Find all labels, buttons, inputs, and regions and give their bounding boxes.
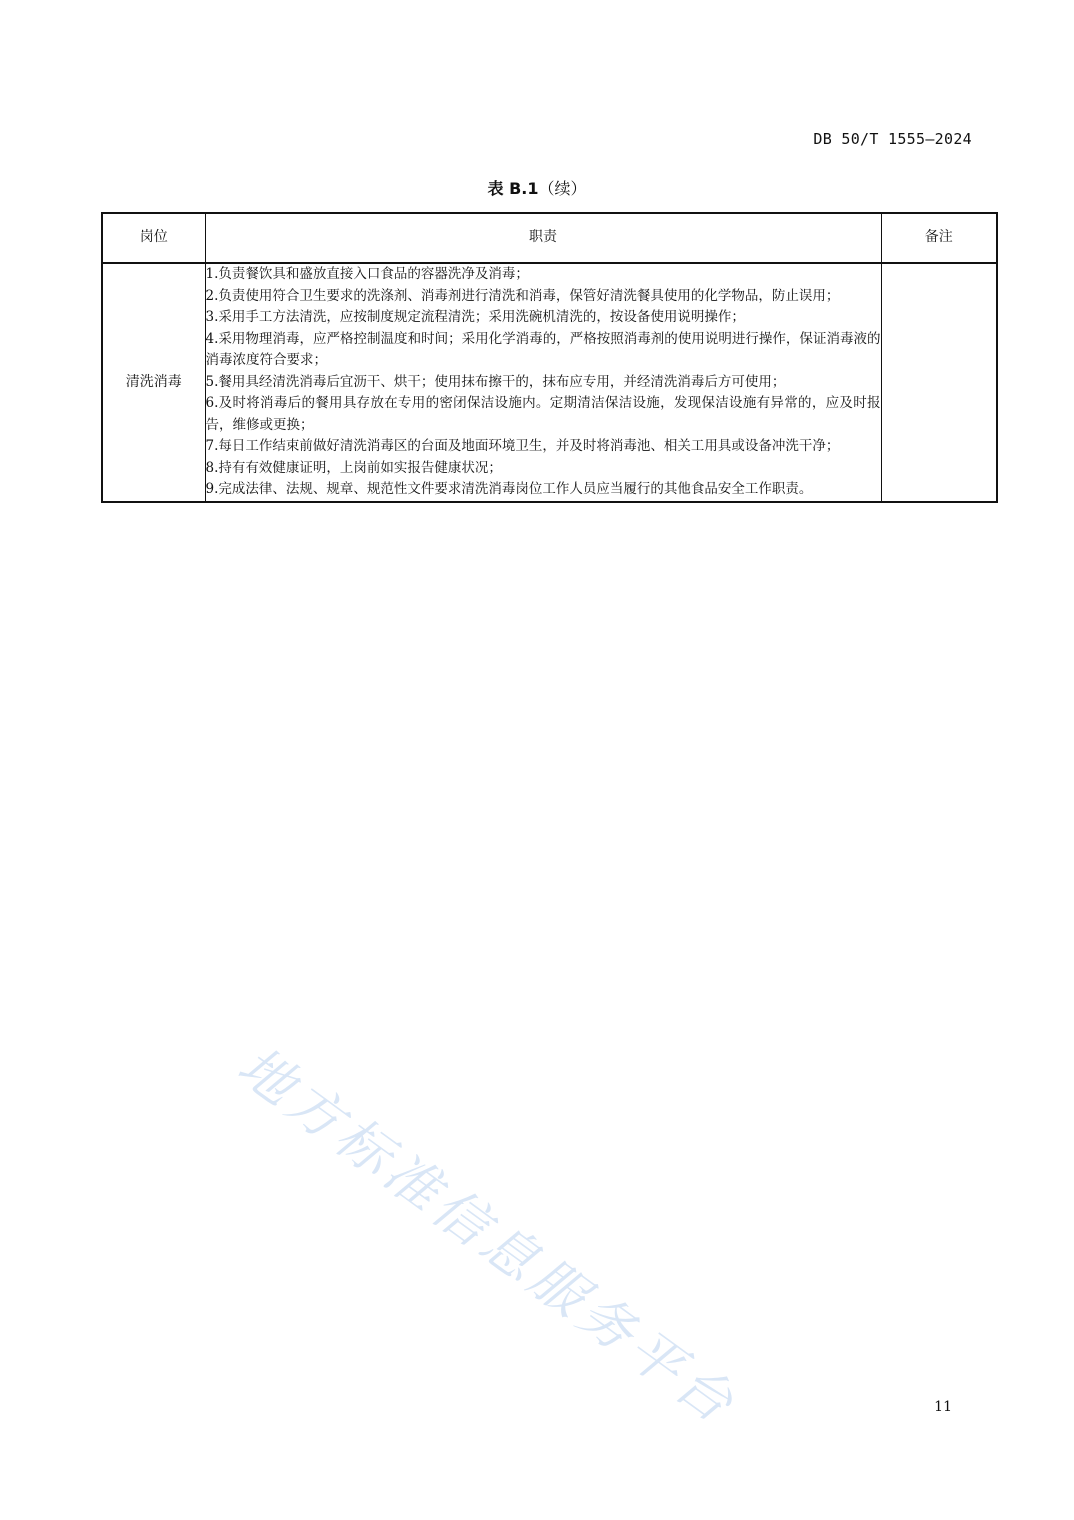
- duty-item: 2.负责使用符合卫生要求的洗涤剂、消毒剂进行清洗和消毒，保管好清洗餐具使用的化学物品，防止误用；: [205, 287, 840, 304]
- table-title: [0, 176, 1074, 199]
- duty-item: 5.餐用具经清洗消毒后宜沥干、烘干；使用抹布擦干的，抹布应专用，并经清洗消毒后方可使用；: [205, 373, 786, 390]
- table-row: [102, 263, 997, 502]
- duty-table: [101, 212, 998, 503]
- duty-item: 4.采用物理消毒，应严格控制温度和时间；采用化学消毒的，严格按照消毒剂的使用说明进行操作，保证消毒液的消毒浓度符合要求；: [205, 330, 881, 368]
- duty-item: 3.采用手工方法清洗，应按制度规定流程清洗；采用洗碗机清洗的，按设备使用说明操作；: [205, 309, 745, 325]
- document-code: DB 50/T 1555—2024: [813, 130, 972, 148]
- watermark: 地方标准信息服务平台: [226, 1033, 749, 1438]
- table-title-main: 表 B.1: [487, 179, 539, 198]
- table-title-continued: （续）: [538, 179, 587, 198]
- column-header-post: 岗位: [102, 213, 205, 263]
- page-number: 11: [934, 1399, 952, 1415]
- column-header-notes: 备注: [881, 213, 997, 263]
- duty-item: 6.及时将消毒后的餐用具存放在专用的密闭保洁设施内。定期清洁保洁设施，发现保洁设施有异常的，应及时报告，维修或更换；: [205, 395, 881, 433]
- duty-item: 9.完成法律、法规、规章、规范性文件要求清洗消毒岗位工作人员应当履行的其他食品安全工作职责。: [205, 481, 813, 497]
- notes-cell: [881, 263, 997, 502]
- duty-item: 1.负责餐饮具和盛放直接入口食品的容器洗净及消毒；: [205, 266, 529, 282]
- duty-item: 7.每日工作结束前做好清洗消毒区的台面及地面环境卫生，并及时将消毒池、相关工用具或设备冲洗干净；: [205, 438, 840, 454]
- post-cell: 清洗消毒: [102, 263, 205, 502]
- duty-item: 8.持有有效健康证明，上岗前如实报告健康状况；: [205, 459, 502, 476]
- table-header-row: [102, 213, 997, 263]
- column-header-duties: 职责: [205, 213, 881, 263]
- duties-cell: [205, 263, 881, 502]
